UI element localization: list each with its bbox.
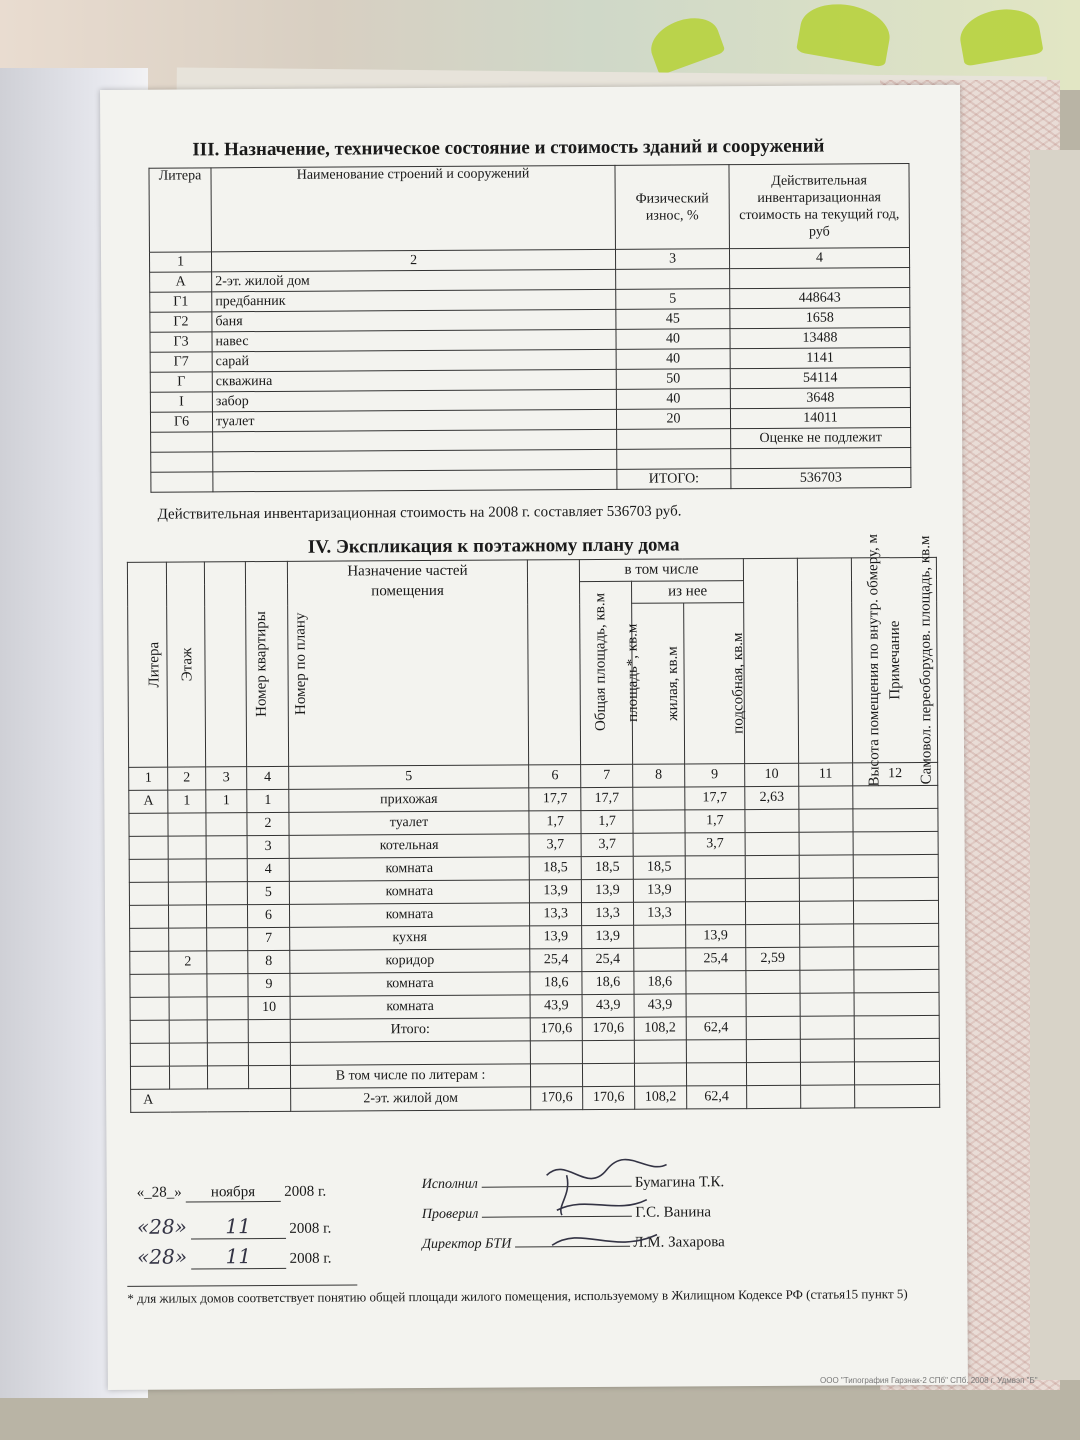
cell-aux: 1,7	[685, 810, 745, 833]
header-purpose-text: Назначение частей помещения	[347, 562, 468, 600]
cell-aux: 13,9	[685, 925, 745, 948]
cell-aux	[686, 994, 746, 1017]
cell-area: 18,5	[581, 856, 633, 879]
cell-cost: 3648	[730, 388, 910, 409]
colnum: 10	[745, 763, 799, 786]
cell-apt	[206, 813, 248, 836]
cell-name: 2-эт. жилой дом	[212, 269, 616, 291]
cell-name: забор	[212, 389, 616, 411]
date-line-1	[137, 1184, 327, 1203]
header-wear	[615, 165, 730, 250]
cell-area: 25,4	[582, 948, 634, 971]
cell-litera: Г1	[150, 292, 212, 312]
cell-aux	[686, 971, 746, 994]
valuation-sentence: Действительная инвентаризационная стоимость на 2008 г. составляет 536703 руб.	[157, 503, 682, 523]
cell-area: 13,3	[582, 902, 634, 925]
cell-floor	[169, 905, 206, 928]
section3-body	[150, 268, 911, 473]
empty-cell	[854, 969, 939, 993]
cell-wear: 40	[616, 389, 730, 410]
header-litera-text: Литера	[146, 641, 163, 688]
section3-header-row	[149, 164, 909, 253]
empty-cell	[799, 832, 853, 855]
empty-cell	[248, 1019, 290, 1042]
colnum: 1	[149, 252, 211, 272]
cell-no: 1	[247, 789, 289, 812]
cell-purpose: комната	[290, 995, 531, 1019]
empty-cell	[170, 1020, 207, 1043]
empty-cell	[207, 1020, 249, 1043]
header-of-which	[632, 581, 744, 604]
by-litera-living: 108,2	[635, 1086, 687, 1109]
cell-total: 18,5	[530, 857, 582, 880]
cell-apt	[206, 882, 248, 905]
date-month: 11	[191, 1214, 286, 1240]
colnum: 8	[633, 764, 685, 787]
colnum: 5	[288, 765, 529, 789]
footnote: * для жилых домов соответствует понятию общей площади жилого помещения, используемому в Жилищном Кодексе РФ (статья15 пункт 5)	[127, 1286, 908, 1306]
cell-area: 18,6	[582, 971, 634, 994]
cell-name: сарай	[212, 349, 616, 371]
empty-cell	[854, 1015, 939, 1039]
section4-by-litera-row	[131, 1084, 940, 1112]
header-purpose	[287, 560, 529, 766]
cell-litera: Г7	[150, 352, 212, 372]
cell-no: 4	[247, 858, 289, 881]
cell-living: 43,9	[634, 994, 686, 1017]
cell-name: туалет	[212, 409, 616, 431]
cell-living: 18,5	[633, 856, 685, 879]
cell-floor	[169, 974, 206, 997]
cell-no: 10	[248, 996, 290, 1019]
cell-apt: 1	[206, 790, 248, 813]
cell-wear	[617, 429, 731, 450]
cell-height	[746, 970, 800, 993]
header-cost-text: Действительная инвентаризационная стоимость на текущий год, руб	[739, 172, 900, 240]
colnum: 2	[168, 767, 205, 790]
date-year: 2008 г.	[289, 1220, 332, 1237]
cell-total: 1,7	[529, 811, 581, 834]
cell-litera	[129, 905, 169, 928]
cell-cost: Оценке не подлежит	[731, 428, 911, 449]
cell-wear	[616, 269, 730, 290]
cell-aux	[685, 902, 745, 925]
date-day: «28»	[136, 1214, 187, 1239]
cell-floor: 1	[168, 790, 205, 813]
cell-total: 17,7	[529, 788, 581, 811]
section3-title: III. Назначение, техническое состояние и стоимость зданий и сооружений	[192, 135, 825, 161]
cell-wear	[617, 449, 731, 470]
signature-role: Директор БТИ	[422, 1236, 512, 1253]
cell-height	[745, 832, 799, 855]
colnum: 3	[205, 767, 247, 790]
cell-litera	[129, 813, 169, 836]
cell-cost: 14011	[730, 408, 910, 429]
cell-living	[634, 925, 686, 948]
header-total-area	[528, 560, 610, 765]
date-day: «_28_»	[136, 1184, 182, 1201]
cell-cost	[730, 268, 910, 289]
cell-floor	[169, 882, 206, 905]
total-label: ИТОГО:	[617, 469, 731, 490]
cell-aux: 3,7	[685, 833, 745, 856]
header-plan-no-text: Номер по плану	[292, 612, 310, 716]
header-aux-text: подсобная, кв.м	[729, 632, 747, 734]
cell-name	[213, 449, 617, 471]
header-name: Наименование строений и сооружений	[211, 165, 616, 251]
cell-name	[213, 429, 617, 451]
cell-litera: Г3	[150, 332, 212, 352]
cell-cost: 54114	[730, 368, 910, 389]
colnum: 2	[211, 249, 615, 271]
cell-apt	[206, 836, 248, 859]
cell-cost: 13488	[730, 328, 910, 349]
header-cost	[729, 164, 910, 249]
cell-total: 13,3	[530, 903, 582, 926]
cell-wear: 45	[616, 309, 730, 330]
signature-role: Исполнил	[421, 1176, 478, 1193]
cell-total: 13,9	[530, 926, 582, 949]
colnum: 9	[684, 764, 744, 787]
empty-cell	[853, 831, 938, 855]
cell-no: 7	[248, 927, 290, 950]
empty-cell	[799, 786, 853, 809]
cell-litera: Г6	[150, 412, 212, 432]
empty-cell	[799, 878, 853, 901]
cell-height	[746, 993, 800, 1016]
empty-cell	[213, 469, 617, 491]
cell-apt	[206, 951, 248, 974]
cell-purpose: прихожая	[288, 788, 529, 812]
cell-area: 3,7	[581, 833, 633, 856]
by-litera-label: В том числе по литерам :	[290, 1064, 531, 1088]
cell-area: 13,9	[582, 925, 634, 948]
cell-total: 25,4	[530, 949, 582, 972]
cell-height	[745, 878, 799, 901]
header-height-text: Высота помещения по внутр. обмеру, м	[865, 533, 883, 787]
cell-no: 5	[248, 881, 290, 904]
empty-cell	[799, 855, 853, 878]
cell-litera	[130, 997, 170, 1020]
cell-living: 13,3	[633, 902, 685, 925]
empty-cell	[853, 923, 938, 947]
header-living-text: жилая, кв.м	[664, 646, 682, 721]
cell-purpose: комната	[289, 880, 530, 904]
cell-apt	[206, 859, 248, 882]
cell-floor	[168, 813, 205, 836]
cell-purpose: комната	[289, 857, 530, 881]
cell-litera: I	[150, 392, 212, 412]
total-aux: 62,4	[686, 1017, 746, 1040]
header-apt-text: Номер квартиры	[252, 611, 270, 717]
cell-litera	[129, 836, 169, 859]
by-litera-area: 170,6	[583, 1086, 635, 1109]
cell-litera	[130, 928, 170, 951]
date-year: 2008 г.	[289, 1250, 332, 1267]
handwritten-signature	[527, 1154, 688, 1265]
cell-total: 18,6	[530, 972, 582, 995]
header-litera: Литера	[149, 168, 212, 252]
colnum: 4	[729, 248, 909, 269]
cell-litera: А	[150, 272, 212, 292]
empty-cell	[853, 785, 938, 809]
date-day: «28»	[137, 1244, 188, 1269]
cell-area: 13,9	[581, 879, 633, 902]
empty-cell	[853, 808, 938, 832]
header-floor-text: Этаж	[179, 647, 196, 682]
cell-living	[634, 948, 686, 971]
cell-height	[746, 924, 800, 947]
cell-litera: А	[129, 790, 169, 813]
colnum: 7	[581, 764, 633, 787]
cell-litera	[129, 882, 169, 905]
printer-imprint: ООО "Типография Гарзнак-2 СПб" СПб. 2008 г. Удмвэп "Б"	[820, 1376, 1038, 1385]
cell-living	[633, 810, 685, 833]
cell-living: 13,9	[633, 879, 685, 902]
cell-height: 2,59	[746, 947, 800, 970]
cell-area: 17,7	[581, 787, 633, 810]
cell-wear: 50	[616, 369, 730, 390]
cell-floor	[169, 859, 206, 882]
cell-height	[745, 901, 799, 924]
page-edge	[1030, 150, 1080, 1380]
empty-cell	[800, 924, 854, 947]
empty-cell	[799, 901, 853, 924]
cell-litera	[130, 974, 170, 997]
empty-cell	[130, 1020, 170, 1043]
empty-cell	[800, 1016, 854, 1039]
empty-cell	[853, 877, 938, 901]
cell-litera: Г	[150, 372, 212, 392]
footnote-rule	[127, 1284, 357, 1286]
header-remark-text: Примечание	[886, 620, 904, 700]
date-month: 11	[191, 1244, 286, 1270]
header-aux	[683, 603, 747, 764]
cell-aux: 25,4	[686, 948, 746, 971]
header-area-text: площадь*, кв.м	[624, 623, 642, 722]
signature-name: Бумагина Т.К.	[634, 1174, 725, 1191]
section4-body	[129, 785, 939, 1020]
cell-living	[633, 833, 685, 856]
cell-apt	[207, 974, 249, 997]
cell-aux: 17,7	[685, 787, 745, 810]
total-value: 536703	[731, 468, 911, 489]
cell-no: 3	[247, 835, 289, 858]
signature-name: Г.С. Ванина	[635, 1204, 712, 1221]
header-incl	[580, 559, 744, 582]
cell-cost: 448643	[730, 288, 910, 309]
header-total-area-text: Общая площадь, кв.м	[592, 592, 610, 732]
empty-cell	[854, 992, 939, 1016]
cell-name: баня	[212, 309, 616, 331]
cell-no: 9	[248, 973, 290, 996]
section4-header-row	[127, 557, 936, 584]
colnum: 6	[529, 765, 581, 788]
colnum: 4	[247, 766, 289, 789]
colnum: 3	[615, 249, 729, 270]
cell-apt	[206, 905, 248, 928]
total-label: Итого:	[290, 1018, 531, 1042]
header-incl-text: в том числе	[624, 561, 699, 578]
cell-wear: 5	[616, 289, 730, 310]
cell-floor	[169, 928, 206, 951]
cell-aux	[685, 879, 745, 902]
date-month: ноября	[185, 1184, 280, 1203]
cell-cost	[731, 448, 911, 469]
by-litera-total: 170,6	[531, 1087, 583, 1110]
document-sheet	[100, 85, 968, 1390]
colnum: 12	[852, 762, 937, 786]
header-floor	[167, 562, 206, 767]
section3-table	[148, 163, 911, 493]
empty-cell	[799, 809, 853, 832]
empty-cell	[800, 993, 854, 1016]
cell-wear: 40	[616, 349, 730, 370]
empty-cell	[853, 854, 938, 878]
cell-purpose: комната	[290, 972, 531, 996]
cell-name: навес	[212, 329, 616, 351]
cell-purpose: туалет	[289, 811, 530, 835]
cell-area: 43,9	[582, 994, 634, 1017]
header-of-which-text: из нее	[668, 583, 708, 600]
cell-total: 13,9	[530, 880, 582, 903]
signature-role: Проверил	[421, 1206, 479, 1223]
by-litera-aux: 62,4	[686, 1086, 746, 1109]
total-area7: 170,6	[582, 1017, 634, 1040]
signature-name: Л.М. Захарова	[633, 1234, 725, 1251]
cell-no: 6	[248, 904, 290, 927]
cell-living: 18,6	[634, 971, 686, 994]
cell-aux	[685, 856, 745, 879]
cell-purpose: комната	[289, 903, 530, 927]
cell-name: скважина	[212, 369, 616, 391]
cell-height	[745, 809, 799, 832]
date-line-2	[137, 1214, 332, 1240]
cell-litera	[129, 859, 169, 882]
cell-purpose: кухня	[289, 926, 530, 950]
cell-purpose: коридор	[289, 949, 530, 973]
cell-litera	[130, 951, 170, 974]
empty-cell	[151, 472, 213, 492]
cell-wear: 40	[616, 329, 730, 350]
cell-floor	[169, 997, 206, 1020]
cell-total: 43,9	[530, 995, 582, 1018]
cell-apt	[207, 997, 249, 1020]
date-year: 2008 г.	[284, 1183, 327, 1200]
cell-litera	[151, 432, 213, 452]
header-apt	[204, 562, 270, 767]
by-litera-litera: А	[131, 1088, 291, 1112]
cell-height: 2,63	[745, 786, 799, 809]
cell-no: 2	[247, 812, 289, 835]
empty-cell	[853, 900, 938, 924]
cell-wear: 20	[616, 409, 730, 430]
section4-title: IV. Экспликация к поэтажному плану дома	[307, 534, 680, 558]
colnum: 1	[129, 767, 169, 790]
by-litera-name: 2-эт. жилой дом	[290, 1087, 531, 1111]
header-litera	[127, 562, 168, 767]
empty-cell	[854, 946, 939, 970]
cell-purpose: котельная	[289, 834, 530, 858]
cell-height	[745, 855, 799, 878]
cell-total: 3,7	[529, 834, 581, 857]
cell-name: предбанник	[212, 289, 616, 311]
empty-cell	[800, 970, 854, 993]
header-self-built-text: Самовол. переоборудов. площадь, кв.м	[917, 535, 935, 785]
cell-apt	[206, 928, 248, 951]
section3-total-row	[151, 468, 911, 493]
colnum: 11	[799, 763, 853, 786]
cell-floor	[168, 836, 205, 859]
cell-no: 8	[248, 950, 290, 973]
date-line-3	[137, 1244, 332, 1270]
cell-litera: Г2	[150, 312, 212, 332]
cell-cost: 1141	[730, 348, 910, 369]
empty-cell	[746, 1016, 800, 1039]
total-area: 170,6	[530, 1018, 582, 1041]
cell-cost: 1658	[730, 308, 910, 329]
total-living: 108,2	[634, 1017, 686, 1040]
cell-area: 1,7	[581, 810, 633, 833]
cell-floor: 2	[169, 951, 206, 974]
empty-cell	[800, 947, 854, 970]
header-wear-text: Физический износ, %	[635, 190, 709, 224]
cell-living	[633, 787, 685, 810]
cell-litera	[151, 452, 213, 472]
